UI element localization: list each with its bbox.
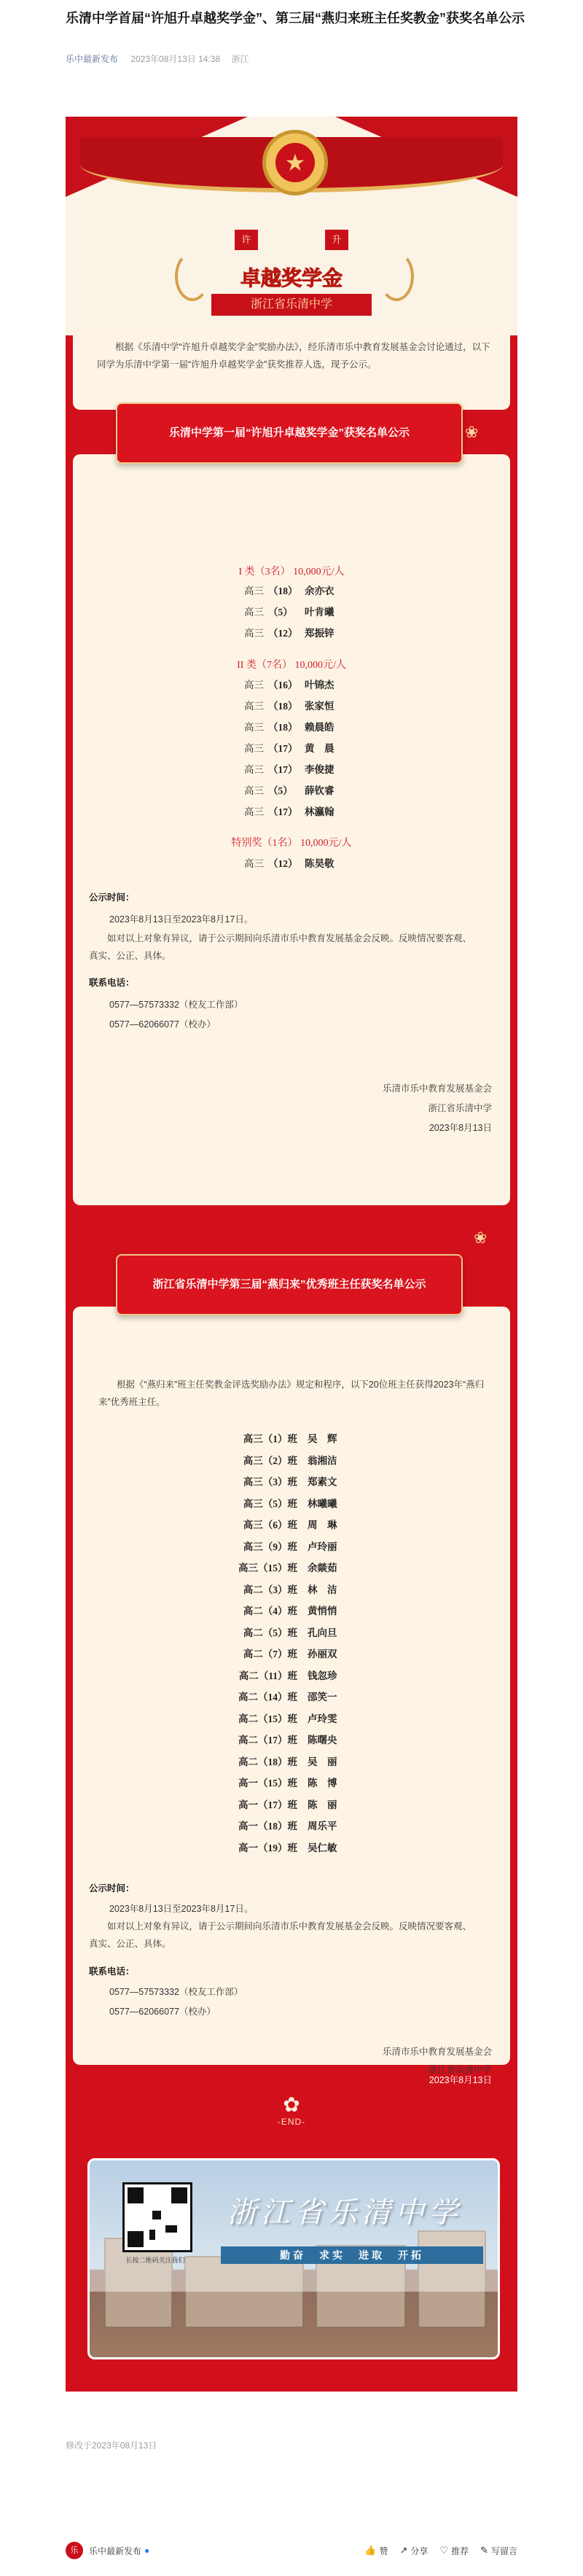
- teacher-name: 周乐平: [308, 1821, 337, 1832]
- class-label: 高三（1）班: [243, 1433, 297, 1444]
- class-label: 高三（3）班: [243, 1476, 297, 1487]
- list-item: 高三 （5） 薛钦睿: [244, 785, 334, 796]
- class-label: 高一（15）班: [238, 1778, 297, 1789]
- teacher-name: 吴 辉: [308, 1433, 337, 1444]
- teacher-name: 翁湘洁: [308, 1455, 337, 1466]
- teacher-award-card: [73, 1307, 510, 2075]
- list-item: [73, 1840, 510, 1854]
- edited-note: 修改于2023年08月13日: [66, 2440, 157, 2451]
- poster-header: [66, 117, 517, 335]
- teacher-name: 余燚茹: [308, 1563, 337, 1573]
- teacher-name: 陈 丽: [308, 1799, 337, 1810]
- comment-button[interactable]: [480, 2545, 517, 2557]
- action-group: [364, 2545, 517, 2557]
- list-item: [73, 1711, 510, 1725]
- category-2: II 类（7名） 10,000元/人: [237, 660, 346, 671]
- teacher-name: 孙丽双: [308, 1649, 337, 1659]
- list-item: [73, 1431, 510, 1445]
- class-label: 高三（9）班: [243, 1541, 297, 1552]
- class-label: 高二（4）班: [243, 1606, 297, 1616]
- list-item: [73, 1797, 510, 1811]
- school-motto: 勤奋 求实 进取 开拓: [221, 2246, 483, 2264]
- like-button[interactable]: [364, 2545, 388, 2557]
- phone-2: 0577—62066077（校办）: [109, 1019, 216, 1030]
- end-text: -END-: [277, 2117, 306, 2127]
- teacher-name: 林曦曦: [308, 1498, 337, 1509]
- period-text: 2023年8月13日至2023年8月17日。: [109, 1904, 254, 1914]
- ribbon-ornament-icon: ❀: [474, 1229, 488, 1247]
- signature-school: 浙江省乐清中学: [428, 1103, 492, 1113]
- list-item: 高三 （16） 叶锦杰: [244, 680, 334, 690]
- list-item: [73, 1818, 510, 1832]
- recommend-label: 推荐: [451, 2545, 469, 2556]
- like-label: 赞: [379, 2545, 388, 2556]
- category-1: I 类（3名） 10,000元/人: [238, 567, 345, 577]
- qr-caption: 长按二维码关注我们: [125, 2257, 185, 2264]
- list-item: [73, 1517, 510, 1531]
- period-label: 公示时间：: [89, 1883, 135, 1894]
- avatar[interactable]: 乐: [66, 2542, 83, 2559]
- article-meta: [66, 52, 249, 65]
- class-label: 高二（14）班: [238, 1692, 297, 1703]
- teacher-name: 林 洁: [308, 1584, 337, 1595]
- end-mark: [66, 2093, 517, 2127]
- list-item: [73, 1754, 510, 1768]
- class-label: 高二（15）班: [238, 1713, 297, 1724]
- teacher-name: 卢玲丽: [308, 1541, 337, 1552]
- list-item: [73, 1775, 510, 1789]
- announcement-poster: [66, 117, 517, 2392]
- list-item: [73, 1495, 510, 1510]
- class-label: 高三（15）班: [238, 1563, 297, 1573]
- class-label: 高三（6）班: [243, 1519, 297, 1530]
- party-emblem-icon: ★: [262, 130, 328, 195]
- school-banner: 浙江省乐清中学: [211, 294, 372, 316]
- share-button[interactable]: [399, 2545, 428, 2557]
- list-item: 高三 （5） 叶肯曦: [244, 607, 334, 618]
- class-label: 高二（18）班: [238, 1756, 297, 1767]
- signature-date: 2023年8月13日: [429, 2075, 492, 2085]
- award-name: 卓越奖学金: [240, 268, 343, 290]
- teacher-name: 郑素文: [308, 1476, 337, 1487]
- notice-text: 如对以上对象有异议，请于公示期间向乐清市乐中教育发展基金会反映。反映情况要客观、真实、公正、具体。: [89, 933, 472, 961]
- period-text: 2023年8月13日至2023年8月17日。: [109, 914, 254, 925]
- class-label: 高二（11）班: [238, 1670, 297, 1681]
- heart-icon: ♡: [439, 2545, 449, 2556]
- list-item: 高三 （17） 林瀛翰: [244, 806, 334, 817]
- list-item: 高三 （18） 余亦衣: [244, 585, 334, 596]
- list-item: 高三 （18） 张家恒: [244, 701, 334, 712]
- period-label: 公示时间：: [89, 892, 135, 903]
- list-item: [73, 1668, 510, 1682]
- list-item: 高三 （17） 李俊捷: [244, 764, 334, 775]
- teacher-name: 周 琳: [308, 1519, 337, 1530]
- teacher-name: 卢玲雯: [308, 1713, 337, 1724]
- list-item: [73, 1538, 510, 1553]
- signature-foundation: 乐清市乐中教育发展基金会: [382, 2047, 492, 2057]
- list-item: [73, 1474, 510, 1488]
- class-label: 高一（18）班: [238, 1821, 297, 1832]
- intro-card: [73, 328, 510, 410]
- class-label: 高一（17）班: [238, 1799, 297, 1810]
- list-item: [73, 1603, 510, 1617]
- share-icon: ↗: [399, 2545, 408, 2556]
- class-label: 高一（19）班: [238, 1842, 297, 1853]
- teacher-name: 邵笑一: [308, 1692, 337, 1703]
- comment-icon: ✎: [480, 2545, 488, 2556]
- phone-2: 0577—62066077（校办）: [109, 2007, 216, 2017]
- notice-text: 如对以上对象有异议，请于公示期间向乐清市乐中教育发展基金会反映。反映情况要客观、真实、公正、具体。: [89, 1921, 472, 1949]
- class-label: 高二（3）班: [243, 1584, 297, 1595]
- phone-label: 联系电话：: [89, 1966, 135, 1977]
- bottom-action-bar: [66, 2537, 517, 2564]
- teacher-name: 陈曙央: [308, 1735, 337, 1746]
- school-photo: [87, 2158, 500, 2359]
- badge-char-right: 升: [325, 230, 348, 250]
- flower-icon: ✿: [283, 2093, 300, 2116]
- account-name[interactable]: 乐中最新发布: [89, 2545, 142, 2556]
- class-label: 高三（2）班: [243, 1455, 297, 1466]
- teacher-name: 钱忽珍: [308, 1670, 337, 1681]
- qr-code-icon[interactable]: [122, 2182, 192, 2252]
- list-item: [73, 1624, 510, 1639]
- phone-1: 0577—57573332（校友工作部）: [109, 1000, 243, 1010]
- share-label: 分享: [410, 2545, 429, 2556]
- ribbon-ornament-icon: ❀: [465, 423, 479, 441]
- publish-location: 浙江: [231, 54, 249, 64]
- article-title: 乐清中学首届“许旭升卓越奖学金”、第三届“燕归来班主任奖教金”获奖名单公示: [66, 11, 525, 26]
- section-header-teachers: 浙江省乐清中学第三届“燕归来”优秀班主任获奖名单公示: [116, 1254, 463, 1315]
- list-item: [73, 1560, 510, 1574]
- signature-date: 2023年8月13日: [429, 1123, 492, 1133]
- class-label: 高二（5）班: [243, 1627, 297, 1638]
- class-label: 高二（17）班: [238, 1735, 297, 1746]
- list-item: 高三 （12） 郑振锌: [244, 628, 334, 639]
- comment-label: 写留言: [490, 2545, 517, 2556]
- teacher-name: 孔向旦: [308, 1627, 337, 1638]
- phone-1: 0577—57573332（校友工作部）: [109, 1987, 243, 1997]
- intro-text: 根据《乐清中学“许旭升卓越奖学金”奖励办法》，经乐清市乐中教育发展基金会讨论通过，以下同学为乐清中学第一届“许旭升卓越奖学金”获奖推荐人选，现予公示。: [97, 342, 490, 370]
- teacher-name: 吴仁敏: [308, 1842, 337, 1853]
- class-label: 高三（5）班: [243, 1498, 297, 1509]
- list-item: [73, 1452, 510, 1467]
- class-label: 高二（7）班: [243, 1649, 297, 1659]
- category-3: 特别奖（1名） 10,000元/人: [231, 838, 352, 849]
- list-item: [73, 1732, 510, 1746]
- badge-char-left: 许: [235, 230, 258, 250]
- scholarship-list-card: [73, 454, 510, 1205]
- teacher-name: 黄悄悄: [308, 1606, 337, 1616]
- list-item: [73, 1646, 510, 1660]
- account-link[interactable]: 乐中最新发布: [66, 54, 119, 64]
- school-name-calligraphy: 浙江省乐清中学: [227, 2196, 462, 2229]
- section-header-scholarship: 乐清中学第一届“许旭升卓越奖学金”获奖名单公示: [116, 402, 463, 464]
- teacher-name: 吴 丽: [308, 1756, 337, 1767]
- list-item: 高三 （18） 赖晨皓: [244, 722, 334, 733]
- phone-label: 联系电话：: [89, 978, 135, 988]
- section2-intro: 根据《“燕归来”班主任奖教金评选奖励办法》规定和程序，以下20位班主任获得2023年“燕归来”优秀班主任。: [98, 1380, 485, 1407]
- list-item: [73, 1689, 510, 1703]
- teacher-name: 陈 博: [308, 1778, 337, 1789]
- recommend-button[interactable]: [439, 2545, 469, 2557]
- thumb-up-icon: 👍: [364, 2545, 377, 2556]
- signature-school: 浙江省乐清中学: [428, 2065, 492, 2075]
- list-item: 高三 （12） 陈昊敬: [244, 858, 334, 869]
- verified-icon: ●: [144, 2545, 150, 2556]
- publish-date: 2023年08月13日 14:38: [130, 54, 221, 64]
- signature-foundation: 乐清市乐中教育发展基金会: [382, 1083, 492, 1094]
- list-item: [73, 1581, 510, 1596]
- list-item: 高三 （17） 黄 晨: [244, 743, 334, 754]
